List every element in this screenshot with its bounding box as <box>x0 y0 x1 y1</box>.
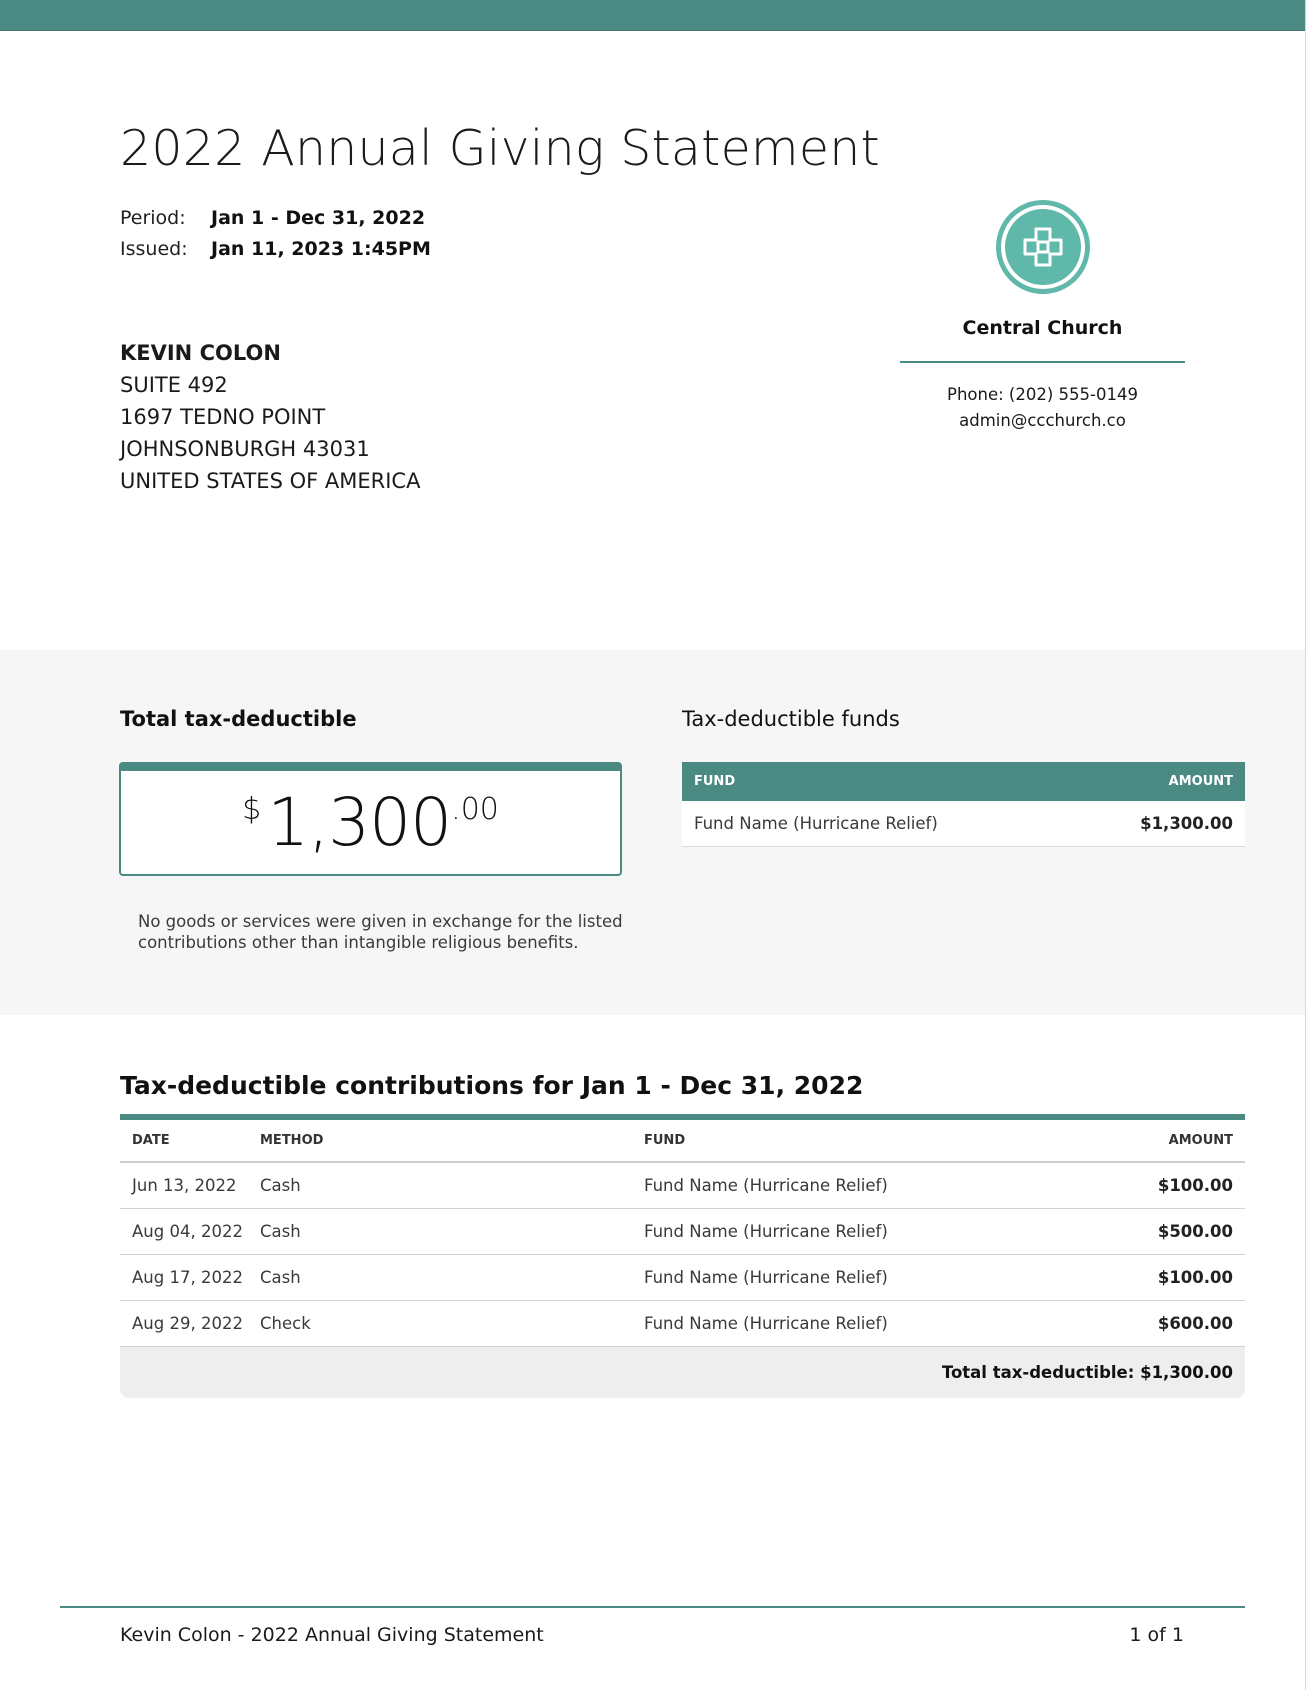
row-date: Aug 29, 2022 <box>132 1314 243 1333</box>
address-line-1: SUITE 492 <box>120 373 228 397</box>
col-method: METHOD <box>260 1133 324 1148</box>
table-row <box>120 1255 1245 1301</box>
total-amount <box>242 783 499 861</box>
row-fund: Fund Name (Hurricane Relief) <box>644 1222 888 1241</box>
period-label: Period: <box>120 206 186 229</box>
table-row <box>120 1301 1245 1347</box>
funds-table <box>682 762 1245 847</box>
row-date: Jun 13, 2022 <box>132 1176 237 1195</box>
disclaimer: No goods or services were given in exchange for the listed contributions other than intangible religious benefits. <box>138 912 623 952</box>
summary-section <box>0 650 1305 1015</box>
statement-meta <box>120 202 431 264</box>
organization-block <box>900 200 1185 434</box>
organization-contact <box>900 382 1185 434</box>
page-title: 2022 Annual Giving Statement <box>120 120 880 177</box>
issued-value: Jan 11, 2023 1:45PM <box>211 237 431 260</box>
issued-label: Issued: <box>120 237 188 260</box>
donor-address <box>120 337 420 497</box>
total-heading: Total tax-deductible <box>120 707 357 731</box>
organization-logo <box>996 200 1090 294</box>
fund-name: Fund Name (Hurricane Relief) <box>694 814 938 833</box>
row-fund: Fund Name (Hurricane Relief) <box>644 1314 888 1333</box>
address-line-2: 1697 TEDNO POINT <box>120 405 326 429</box>
page-number: 1 of 1 <box>1129 1624 1184 1646</box>
contributions-total: Total tax-deductible: $1,300.00 <box>120 1347 1245 1398</box>
total-main: 1,300 <box>267 783 452 861</box>
col-amount: AMOUNT <box>1168 1133 1233 1148</box>
organization-divider <box>900 361 1185 363</box>
address-line-3: JOHNSONBURGH 43031 <box>120 437 370 461</box>
contributions-table <box>120 1114 1245 1398</box>
row-method: Cash <box>260 1268 301 1287</box>
footer-title: Kevin Colon - 2022 Annual Giving Statement <box>120 1624 544 1646</box>
col-date: DATE <box>132 1133 170 1148</box>
funds-table-header <box>682 762 1245 801</box>
address-line-4: UNITED STATES OF AMERICA <box>120 469 421 493</box>
currency-symbol: $ <box>242 791 262 827</box>
organization-phone: Phone: (202) 555-0149 <box>947 385 1138 404</box>
row-amount: $100.00 <box>1157 1176 1233 1195</box>
issued-row <box>120 233 431 264</box>
row-fund: Fund Name (Hurricane Relief) <box>644 1268 888 1287</box>
table-row <box>120 1209 1245 1255</box>
period-row <box>120 202 431 233</box>
donor-name: KEVIN COLON <box>120 341 281 365</box>
medical-cross-icon <box>1021 225 1065 269</box>
table-row <box>120 1163 1245 1209</box>
funds-row <box>682 801 1245 847</box>
row-date: Aug 17, 2022 <box>132 1268 243 1287</box>
total-cents: .00 <box>451 791 499 827</box>
organization-email: admin@ccchurch.co <box>959 411 1126 430</box>
fund-amount: $1,300.00 <box>1140 814 1233 833</box>
col-fund: FUND <box>644 1133 686 1148</box>
contributions-heading: Tax-deductible contributions for Jan 1 - Dec 31, 2022 <box>120 1071 864 1100</box>
period-value: Jan 1 - Dec 31, 2022 <box>211 206 426 229</box>
row-method: Check <box>260 1314 311 1333</box>
contributions-table-header <box>120 1114 1245 1163</box>
funds-col-fund: FUND <box>694 774 736 789</box>
row-method: Cash <box>260 1176 301 1195</box>
funds-col-amount: AMOUNT <box>1168 774 1233 789</box>
total-amount-box <box>119 762 622 876</box>
funds-heading: Tax-deductible funds <box>682 707 900 731</box>
row-amount: $100.00 <box>1157 1268 1233 1287</box>
row-date: Aug 04, 2022 <box>132 1222 243 1241</box>
row-amount: $500.00 <box>1157 1222 1233 1241</box>
row-fund: Fund Name (Hurricane Relief) <box>644 1176 888 1195</box>
row-amount: $600.00 <box>1157 1314 1233 1333</box>
row-method: Cash <box>260 1222 301 1241</box>
footer-divider <box>60 1606 1245 1608</box>
organization-name: Central Church <box>962 317 1123 339</box>
header-bar <box>0 0 1306 31</box>
